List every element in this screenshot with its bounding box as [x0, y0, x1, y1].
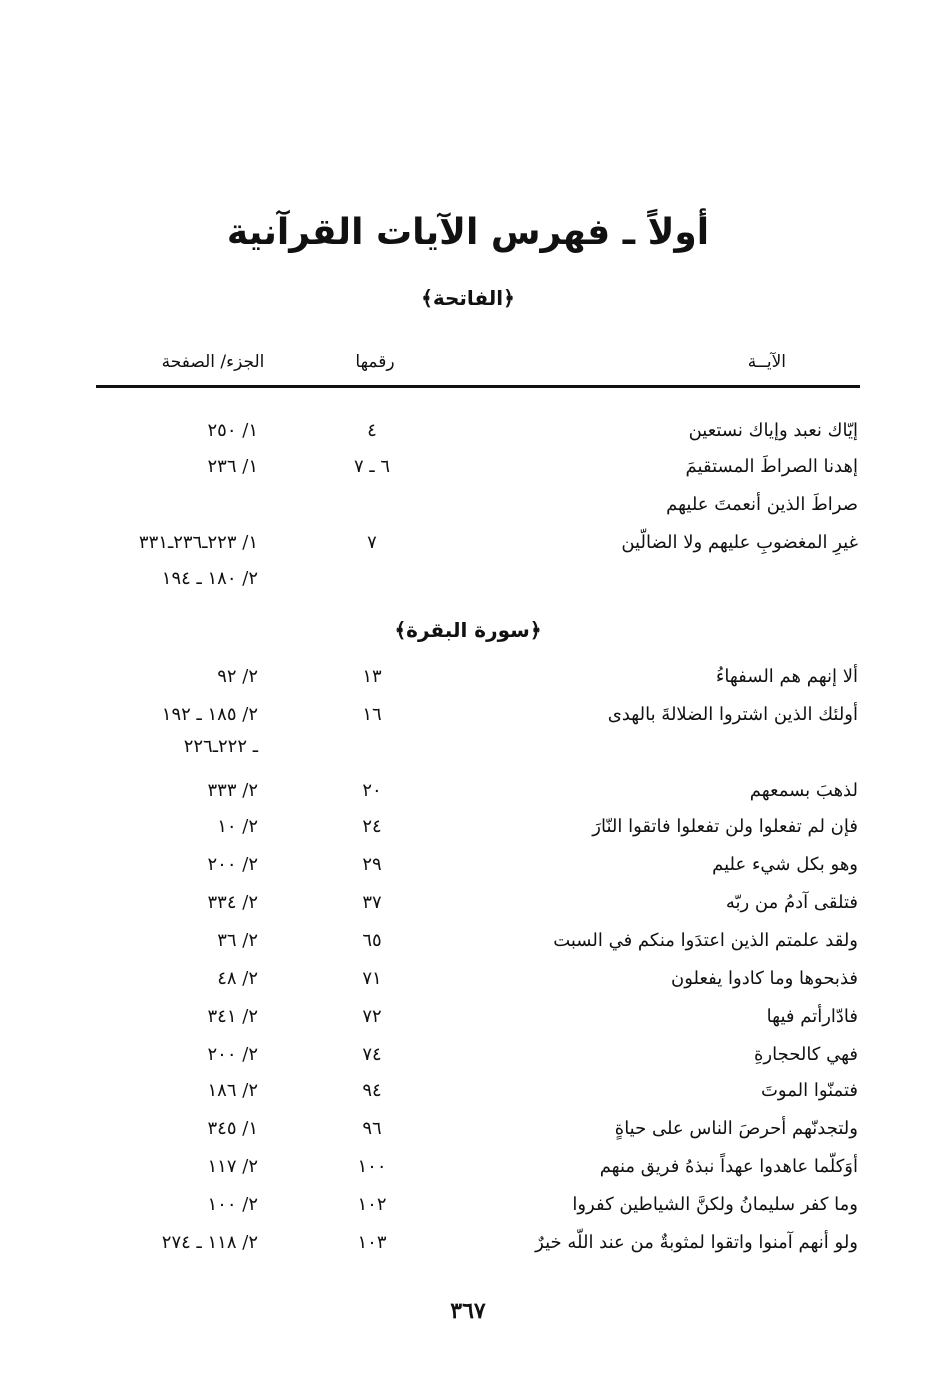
table-row — [0, 494, 936, 524]
ayah-text: فادّارأتم فيها — [766, 1006, 858, 1027]
ayah-number: ١٠٢ — [357, 1194, 387, 1215]
ayah-number: ٦٥ — [362, 930, 382, 951]
volume-page: ١/ ٢٢٣ـ٢٣٦ـ٣٣١ — [138, 532, 258, 553]
volume-page: ٢/ ٣٣٤ — [207, 892, 258, 913]
table-row — [0, 1006, 936, 1036]
volume-page: ٢/ ٩٢ — [217, 666, 258, 687]
volume-page: ١/ ٣٤٥ — [207, 1118, 258, 1139]
ayah-text: أوَكلّما عاهدوا عهداً نبذهُ فريق منهم — [599, 1156, 858, 1177]
table-row — [0, 532, 936, 562]
ayah-number: ٤ — [367, 420, 377, 441]
table-row — [0, 1232, 936, 1262]
volume-page: ٢/ ١١٧ — [207, 1156, 258, 1177]
ayah-text: ولو أنهم آمنوا واتقوا لمثوبةٌ من عند اللّه خيرٌ — [535, 1232, 858, 1253]
volume-page: ١/ ٢٥٠ — [207, 420, 258, 441]
volume-page: ٢/ ٤٨ — [217, 968, 258, 989]
volume-page: ٢/ ٣٤١ — [207, 1006, 258, 1027]
ayah-number: ٧١ — [362, 968, 382, 989]
surah-heading-fatiha: ﴿الفاتحة﴾ — [421, 286, 515, 310]
ayah-number: ١٠٠ — [357, 1156, 387, 1177]
table-row — [0, 456, 936, 486]
table-row — [0, 1156, 936, 1186]
table-row — [0, 1194, 936, 1224]
table-row — [0, 780, 936, 810]
ayah-number: ١٣ — [362, 666, 382, 687]
ayah-text: غيرِ المغضوبِ عليهم ولا الضالّين — [621, 532, 858, 553]
volume-page: ٢/ ٢٠٠ — [207, 854, 258, 875]
table-row — [0, 420, 936, 450]
table-row — [0, 666, 936, 696]
table-row — [0, 1118, 936, 1148]
ayah-number: ٢٩ — [362, 854, 382, 875]
ayah-number: ٩٦ — [362, 1118, 382, 1139]
ayah-text: فتمنّوا الموتَ — [760, 1080, 858, 1101]
ayah-text: فهي كالحجارةِ — [753, 1044, 858, 1065]
table-row — [0, 854, 936, 884]
ayah-text: فتلقى آدمُ من ربّه — [725, 892, 858, 913]
ayah-text: فإن لم تفعلوا ولن تفعلوا فاتقوا النّارَ — [592, 816, 858, 837]
column-header-ayah: الآيــة — [747, 352, 786, 372]
table-row — [0, 892, 936, 922]
ayah-text: ولقد علمتم الذين اعتدَوا منكم في السبت — [553, 930, 858, 951]
table-row — [0, 1044, 936, 1074]
ayah-text: إهدنا الصراطَ المستقيمَ — [685, 456, 858, 477]
page-number: ٣٦٧ — [450, 1298, 486, 1324]
table-row — [0, 930, 936, 960]
ayah-number: ١٦ — [362, 704, 382, 725]
ayah-number: ٦ ـ ٧ — [353, 456, 391, 477]
ayah-text: أولئك الذين اشتروا الضلالةَ بالهدى — [607, 704, 858, 725]
table-row — [0, 1080, 936, 1110]
table-row — [0, 816, 936, 846]
volume-page: ٢/ ١٨٠ ـ ١٩٤ — [161, 568, 258, 589]
ayah-text: إيّاك نعبد وإياك نستعين — [688, 420, 858, 441]
page-title: أولاً ـ فهرس الآيات القرآنية — [226, 212, 710, 253]
column-header-number: رقمها — [355, 352, 395, 372]
surah-heading-baqara: ﴿سورة البقرة﴾ — [394, 618, 542, 642]
ayah-number: ١٠٣ — [357, 1232, 387, 1253]
header-rule — [96, 385, 860, 388]
table-row — [0, 568, 936, 598]
table-row — [0, 736, 936, 766]
ayah-text: صراطَ الذين أنعمتَ عليهم — [666, 494, 858, 515]
table-row — [0, 704, 936, 734]
ayah-text: ولتجدنّهم أحرصَ الناس على حياةٍ — [614, 1118, 858, 1139]
volume-page: ٢/ ١٨٥ ـ ١٩٢ — [161, 704, 258, 725]
ayah-number: ٧ — [367, 532, 377, 553]
volume-page: ٢/ ٢٠٠ — [207, 1044, 258, 1065]
ayah-text: ألا إنهم هم السفهاءُ — [715, 666, 858, 687]
ayah-text: وما كفر سليمانُ ولكنَّ الشياطين كفروا — [572, 1194, 858, 1215]
ayah-text: وهو بكل شيء عليم — [712, 854, 858, 875]
ayah-number: ٢٠ — [362, 780, 382, 801]
ayah-number: ٧٤ — [362, 1044, 382, 1065]
volume-page: ٢/ ١٠٠ — [207, 1194, 258, 1215]
ayah-text: لذهبَ بسمعهم — [749, 780, 858, 801]
ayah-number: ٣٧ — [362, 892, 382, 913]
ayah-number: ٩٤ — [362, 1080, 382, 1101]
ayah-number: ٢٤ — [362, 816, 382, 837]
column-header-reference: الجزء/ الصفحة — [161, 352, 265, 372]
volume-page: ١/ ٢٣٦ — [207, 456, 258, 477]
volume-page: ٢/ ١١٨ ـ ٢٧٤ — [161, 1232, 258, 1253]
volume-page: ـ ٢٢٢ـ٢٢٦ — [183, 736, 258, 757]
volume-page: ٢/ ٣٦ — [217, 930, 258, 951]
volume-page: ٢/ ١٨٦ — [207, 1080, 258, 1101]
ayah-text: فذبحوها وما كادوا يفعلون — [671, 968, 858, 989]
volume-page: ٢/ ٣٣٣ — [207, 780, 258, 801]
ayah-number: ٧٢ — [362, 1006, 382, 1027]
volume-page: ٢/ ١٠ — [217, 816, 258, 837]
table-row — [0, 968, 936, 998]
